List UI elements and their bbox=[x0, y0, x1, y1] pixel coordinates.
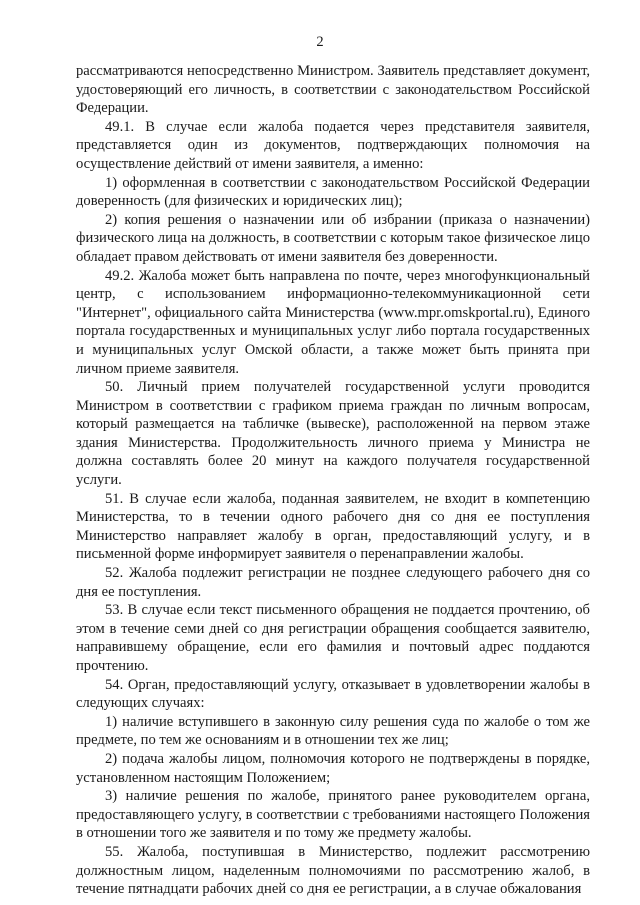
paragraph: 53. В случае если текст письменного обращения не поддается прочтению, об этом в течение семи дней со дня регистрации обращения сообщается заявителю, направившему обращение, если его фамилия и почтовый адрес поддаются прочтению. bbox=[76, 602, 590, 674]
paragraph: 1) оформленная в соответствии с законодательством Российской Федерации доверенность (для физических и юридических лиц); bbox=[76, 174, 590, 210]
document-body bbox=[76, 62, 590, 899]
paragraph: 49.2. Жалоба может быть направлена по почте, через многофункциональный центр, с использованием информационно-телекоммуникационной сети "Интернет", официального сайта Министерства (www.mpr.omskportal.ru), Единого портала государственных и муниципальных услуг либо портала государственных и муниципальных услуг Омской области, а также может быть принята при личном приеме заявителя. bbox=[76, 267, 590, 377]
paragraph: 2) подача жалобы лицом, полномочия которого не подтверждены в порядке, установленном настоящим Положением; bbox=[76, 750, 590, 786]
page-number: 2 bbox=[316, 34, 324, 50]
paragraph: рассматриваются непосредственно Министром. Заявитель представляет документ, удостоверяющий его личность, в соответствии с законодательством Российской Федерации. bbox=[76, 63, 590, 117]
paragraph: 49.1. В случае если жалоба подается через представителя заявителя, представляется один из документов, подтверждающих полномочия на осуществление действий от имени заявителя, а именно: bbox=[76, 118, 590, 172]
paragraph: 2) копия решения о назначении или об избрании (приказа о назначении) физического лица на должность, в соответствии с которым такое физическое лицо обладает правом действовать от имени заявителя без доверенности. bbox=[76, 211, 590, 265]
paragraph: 55. Жалоба, поступившая в Министерство, подлежит рассмотрению должностным лицом, наделенным полномочиями по рассмотрению жалоб, в течение пятнадцати рабочих дней со дня ее регистрации, а в случае обжалования bbox=[76, 843, 590, 898]
paragraph: 3) наличие решения по жалобе, принятого ранее руководителем органа, предоставляющего услугу, в соответствии с требованиями настоящего Положения в отношении того же заявителя и по тому же предмету жалобы. bbox=[76, 788, 590, 842]
paragraph: 52. Жалоба подлежит регистрации не позднее следующего рабочего дня со дня ее поступления. bbox=[76, 565, 590, 600]
paragraph: 50. Личный прием получателей государственной услуги проводится Министром в соответствии с графиком приема граждан по личным вопросам, который размещается на табличке (вывеске), расположенной на первом этаже здания Министерства. Продолжительность личного приема у Министра не должна составлять более 20 минут на каждого получателя государственной услуги. bbox=[76, 379, 590, 489]
paragraph: 51. В случае если жалоба, поданная заявителем, не входит в компетенцию Министерства, то в течении одного рабочего дня со дня ее поступления Министерство направляет жалобу в орган, предоставляющий услугу, и в письменной форме информирует заявителя о перенаправлении жалобы. bbox=[76, 490, 590, 563]
paragraph: 54. Орган, предоставляющий услугу, отказывает в удовлетворении жалобы в следующих случаях: bbox=[76, 676, 590, 712]
paragraph: 1) наличие вступившего в законную силу решения суда по жалобе о том же предмете, по тем же основаниям и в отношении тех же лиц; bbox=[76, 713, 590, 749]
